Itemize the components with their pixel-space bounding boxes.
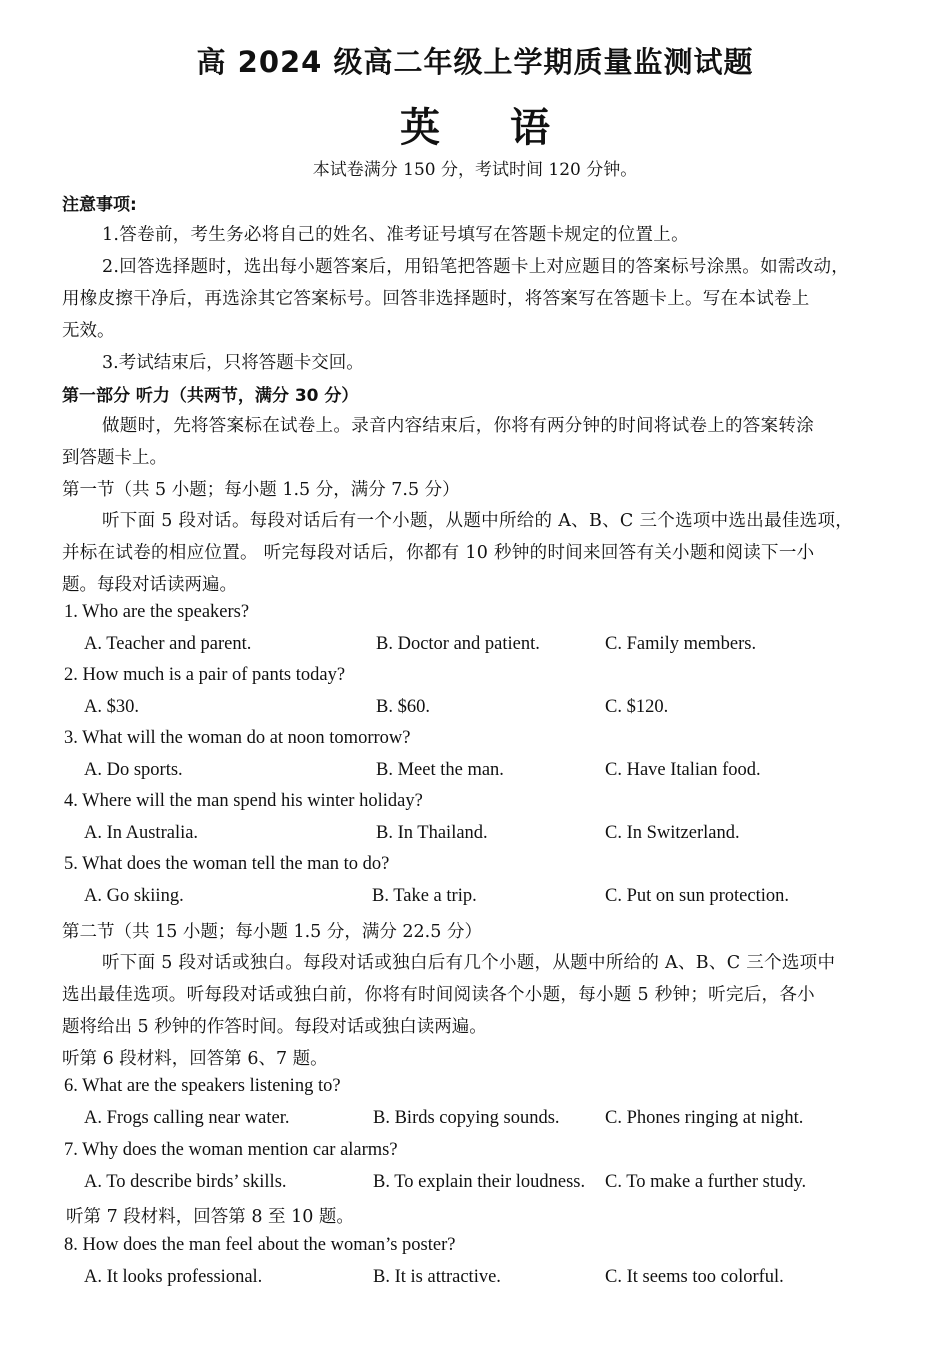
question-1: 1. Who are the speakers? (64, 602, 250, 622)
question-8-option-b: B. It is attractive. (373, 1267, 501, 1287)
section2-line-1: 听下面 5 段对话或独白。每段对话或独白后有几个小题，从题中所给的 A、B、C 三个选项中 (102, 953, 836, 973)
exam-title: 高 2024 级高二年级上学期质量监测试题 (196, 45, 754, 79)
notice-heading: 注意事项: (62, 195, 137, 215)
question-7: 7. Why does the woman mention car alarms? (64, 1140, 398, 1160)
question-4-option-c: C. In Switzerland. (605, 823, 740, 843)
question-2-option-c: C. $120. (605, 697, 669, 717)
section2-line-2: 选出最佳选项。听每段对话或独白前，你将有时间阅读各个小题，每小题 5 秒钟；听完后，各小 (62, 985, 815, 1005)
question-8-option-a: A. It looks professional. (84, 1267, 263, 1287)
question-3-option-a: A. Do sports. (84, 760, 183, 780)
question-4: 4. Where will the man spend his winter holiday? (64, 791, 423, 811)
question-6-option-c: C. Phones ringing at night. (605, 1108, 804, 1128)
question-7-option-a: A. To describe birds’ skills. (84, 1172, 287, 1192)
question-8-option-c: C. It seems too colorful. (605, 1267, 784, 1287)
section1-heading: 第一节（共 5 小题；每小题 1.5 分，满分 7.5 分） (62, 480, 460, 500)
section2-line-3: 题将给出 5 秒钟的作答时间。每段对话或独白读两遍。 (62, 1017, 487, 1037)
question-6-option-a: A. Frogs calling near water. (84, 1108, 290, 1128)
question-5-option-a: A. Go skiing. (84, 886, 184, 906)
question-3: 3. What will the woman do at noon tomorrow? (64, 728, 411, 748)
notice-item-3: 3.考试结束后，只将答题卡交回。 (102, 353, 364, 373)
question-8: 8. How does the man feel about the woman’s poster? (64, 1235, 456, 1255)
part1-heading: 第一部分 听力（共两节，满分 30 分） (62, 386, 359, 406)
question-6: 6. What are the speakers listening to? (64, 1076, 341, 1096)
notice-item-2-line-2: 用橡皮擦干净后，再选涂其它答案标号。回答非选择题时，将答案写在答题卡上。写在本试卷上 (62, 289, 810, 309)
notice-item-2-line-3: 无效。 (62, 321, 115, 341)
question-5-option-b: B. Take a trip. (372, 886, 477, 906)
part1-intro-line-1: 做题时，先将答案标在试卷上。录音内容结束后，你将有两分钟的时间将试卷上的答案转涂 (102, 416, 814, 436)
question-1-option-c: C. Family members. (605, 634, 757, 654)
material-6-instruction: 听第 6 段材料，回答第 6、7 题。 (62, 1049, 328, 1069)
section1-line-3: 题。每段对话读两遍。 (62, 575, 237, 595)
notice-item-1: 1.答卷前，考生务必将自己的姓名、准考证号填写在答题卡规定的位置上。 (102, 225, 689, 245)
question-7-option-c: C. To make a further study. (605, 1172, 807, 1192)
section1-line-1: 听下面 5 段对话。每段对话后有一个小题，从题中所给的 A、B、C 三个选项中选出最佳选项， (102, 511, 854, 531)
question-3-option-b: B. Meet the man. (376, 760, 504, 780)
question-4-option-b: B. In Thailand. (376, 823, 488, 843)
section1-line-2: 并标在试卷的相应位置。 听完每段对话后，你都有 10 秒钟的时间来回答有关小题和阅读下一小 (62, 543, 815, 563)
question-2: 2. How much is a pair of pants today? (64, 665, 346, 685)
question-1-option-a: A. Teacher and parent. (84, 634, 252, 654)
question-4-option-a: A. In Australia. (84, 823, 199, 843)
question-2-option-a: A. $30. (84, 697, 139, 717)
exam-info: 本试卷满分 150 分，考试时间 120 分钟。 (312, 160, 638, 180)
subject-title: 英语 (400, 105, 620, 151)
question-3-option-c: C. Have Italian food. (605, 760, 761, 780)
material-7-instruction: 听第 7 段材料，回答第 8 至 10 题。 (66, 1207, 354, 1227)
question-5-option-c: C. Put on sun protection. (605, 886, 789, 906)
question-7-option-b: B. To explain their loudness. (373, 1172, 586, 1192)
notice-item-2-line-1: 2.回答选择题时，选出每小题答案后，用铅笔把答题卡上对应题目的答案标号涂黑。如需改动， (102, 257, 850, 277)
question-2-option-b: B. $60. (376, 697, 430, 717)
part1-intro-line-2: 到答题卡上。 (62, 448, 167, 468)
question-1-option-b: B. Doctor and patient. (376, 634, 540, 654)
section2-heading: 第二节（共 15 小题；每小题 1.5 分，满分 22.5 分） (62, 922, 482, 942)
question-6-option-b: B. Birds copying sounds. (373, 1108, 560, 1128)
question-5: 5. What does the woman tell the man to do? (64, 854, 390, 874)
